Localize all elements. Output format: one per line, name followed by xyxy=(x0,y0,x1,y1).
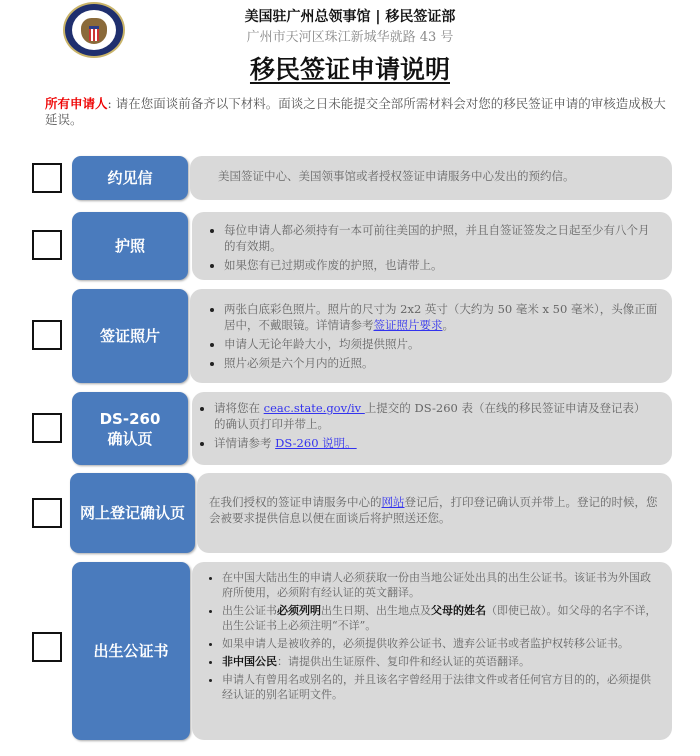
ceac-link[interactable]: ceac.state.gov/iv xyxy=(263,401,365,415)
box-passport: • 每位申请人都必须持有一本可前往美国的护照，并且自签证签发之日起至少有八个月的有效期。 • 如果您有已过期或作废的护照，也请带上。 xyxy=(192,212,672,280)
checkbox-birth-certificate[interactable] xyxy=(32,632,62,662)
ds260-instructions-link[interactable]: DS-260 说明。 xyxy=(275,436,357,450)
intro-text: 所有申请人: 请在您面谈前备齐以下材料。面谈之日未能提交全部所需材料会对您的移民签证申请的审核造成极大延误。 xyxy=(45,96,666,127)
photo-requirements-link[interactable]: 签证照片要求 xyxy=(373,318,443,332)
header-address: 广州市天河区珠江新城华就路 43 号 xyxy=(246,30,454,45)
label-ds260: DS-260 确认页 xyxy=(72,392,188,465)
box-birth-certificate: • 在中国大陆出生的申请人必须获取一份由当地公证处出具的出生公证书。该证书为外国政府所使用，必须附有经认证的英文翻译。 • 出生公证书必须列明出生日期、出生地点及父母的姓名（即使已故）。如父母的名字不详，出生公证书上必须注明“不详”。 • 如果申请人是被收养的，必须提供收养公证书、遗弃公证书或者监护权转移公证书。 • 非中国公民：请提供出生证原件、复印件和经认证的英语翻译。 • 申请人有曾用名或别名的，并且该名字曾经用于法律文件或者任何官方目的的，必须提供经认证的别名证明文件。 xyxy=(192,562,672,740)
label-appointment-letter: 约见信 xyxy=(72,156,188,200)
label-passport: 护照 xyxy=(72,212,188,280)
label-visa-photo: 签证照片 xyxy=(72,289,188,383)
header-org: 美国驻广州总领事馆 | 移民签证部 xyxy=(244,9,456,25)
checkbox-passport[interactable] xyxy=(32,230,62,260)
page-title: 移民签证申请说明 xyxy=(249,55,450,84)
checkbox-ds260[interactable] xyxy=(32,413,62,443)
checkbox-appointment-letter[interactable] xyxy=(32,163,62,193)
checkbox-visa-photo[interactable] xyxy=(32,320,62,350)
box-appointment-letter: 美国签证中心、美国领事馆或者授权签证申请服务中心发出的预约信。 xyxy=(190,156,672,200)
label-birth-certificate: 出生公证书 xyxy=(72,562,190,740)
checkbox-online-registration[interactable] xyxy=(32,498,62,528)
box-online-registration: 在我们授权的签证申请服务中心的网站登记后，打印登记确认页并带上。登记的时候，您会被要求提供信息以便在面谈后将护照送还您。 xyxy=(197,473,672,553)
website-link[interactable]: 网站 xyxy=(381,495,405,509)
box-visa-photo: • 两张白底彩色照片。照片的尺寸为 2x2 英寸（大约为 50 毫米 x 50 毫米），头像正面居中，不戴眼镜。详情请参考签证照片要求。 • 申请人无论年龄大小，均须提供照片。 • 照片必须是六个月内的近照。 xyxy=(190,289,672,383)
box-ds260: • 请将您在 ceac.state.gov/iv 上提交的 DS-260 表（在线的移民签证申请及登记表）的确认页打印并带上。 • 详情请参考 DS-260 说明。 xyxy=(192,392,672,465)
label-online-registration: 网上登记确认页 xyxy=(70,473,195,553)
